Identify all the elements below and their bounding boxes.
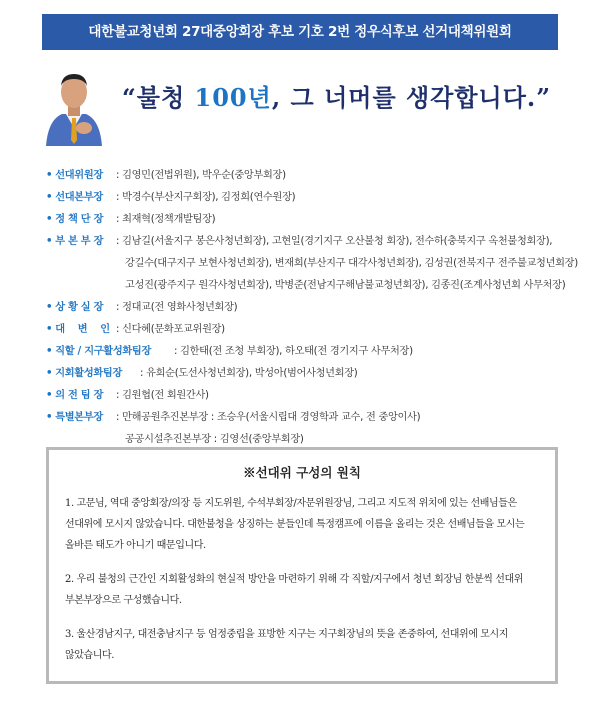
roster-label: • 대 변 인	[46, 319, 110, 341]
roster-label: • 선대위원장	[46, 165, 103, 187]
roster-value: 최재혁(정책개발팀장)	[122, 214, 216, 225]
candidate-portrait	[40, 62, 108, 146]
roster-value: 유희순(도선사청년회장), 박성아(범어사청년회장)	[146, 368, 358, 379]
slogan	[122, 78, 551, 113]
slogan-pre: “불청	[122, 83, 195, 112]
roster-value: 김원협(전 회원간사)	[122, 390, 209, 401]
roster-label: • 상 황 실 장	[46, 297, 103, 319]
slogan-highlight: 100년	[194, 83, 272, 112]
roster-label: • 직할 / 지구활성화팀장	[46, 341, 151, 363]
principles-box	[46, 447, 558, 684]
roster-row: • 지회활성화팀장 : 유희순(도선사청년회장), 박성아(범어사청년회장)	[46, 363, 586, 385]
roster-value: 고성진(광주지구 원각사청년회장), 박병준(전남지구해남불교청년회장), 김종진(조계사청년회 사무처장)	[125, 280, 566, 291]
principle-item: 2. 우리 불청의 근간인 지회활성화의 현실적 방안을 마련하기 위해 각 직할/지구에서 청년 회장님 한분씩 선대위 부본부장으로 구성했습니다.	[65, 574, 524, 606]
roster-row: • 선대본부장 : 박경수(부산지구회장), 김정희(연수원장)	[46, 187, 586, 209]
roster-row: • 특별본부장 : 만해공원추진본부장 : 조승우(서울시립대 경영학과 교수, 전 중앙이사) 공공시설추진본부장 : 김영선(중앙부회장)	[46, 407, 586, 451]
roster-row: • 대 변 인 : 신다혜(문화포교위원장)	[46, 319, 586, 341]
roster-label: • 특별본부장	[46, 407, 103, 429]
roster-label: • 지회활성화팀장	[46, 363, 122, 385]
roster-row: • 의 전 팀 장 : 김원협(전 회원간사)	[46, 385, 586, 407]
roster-label: • 정 책 단 장	[46, 209, 103, 231]
roster-value: 김영민(전법위원), 박우순(중앙부회장)	[122, 170, 286, 181]
roster-row: • 선대위원장 : 김영민(전법위원), 박우순(중앙부회장)	[46, 165, 586, 187]
roster-value: 신다혜(문화포교위원장)	[122, 324, 225, 335]
roster-value: 김한태(전 조청 부회장), 하오태(전 경기지구 사무처장)	[180, 346, 413, 357]
header-banner: 대한불교청년회 27대중앙회장 후보 기호 2번 정우식후보 선거대책위원회	[42, 14, 558, 50]
roster-value: 박경수(부산지구회장), 김정희(연수원장)	[122, 192, 296, 203]
committee-roster	[46, 165, 586, 451]
principle-item: 3. 울산경남지구, 대전충남지구 등 엄정중립을 표방한 지구는 지구회장님의 뜻을 존중하여, 선대위에 모시지 않았습니다.	[65, 629, 509, 661]
principles-title: ※선대위 구성의 원칙	[243, 465, 361, 480]
roster-row: • 상 황 실 장 : 정대교(전 영화사청년회장)	[46, 297, 586, 319]
roster-label: • 부 본 부 장	[46, 231, 103, 253]
roster-value: 만해공원추진본부장 : 조승우(서울시립대 경영학과 교수, 전 중앙이사)	[122, 412, 421, 423]
principles-list	[49, 493, 555, 666]
roster-value: 공공시설추진본부장 : 김영선(중앙부회장)	[125, 434, 304, 445]
principle-item: 1. 고문님, 역대 중앙회장/의장 등 지도위원, 수석부회장/자문위원장님, 그리고 지도적 위치에 있는 선배님들은 선대위에 모시지 않았습니다. 대한불청을 상징하는 분들인데 특정캠프에 이름을 올리는 것은 선배님들을 모시는 올바른 태도가 아니기 때문입니다.	[65, 498, 525, 551]
roster-label: • 의 전 팀 장	[46, 385, 103, 407]
roster-row: • 부 본 부 장 : 김남길(서울지구 봉은사청년회장), 고현일(경기지구 오산불청 회장), 전수하(충북지구 옥천불청회장), 강길수(대구지구 보현사청년회장), 변재희(부산지구 대각사청년회장), 김성권(전북지구 전주불교청년회장) 고성진(광주지구 원각사청년회장), 박병준(전남지구해남불교청년회장), 김종진(조계사청년회 사무처장)	[46, 231, 586, 297]
roster-label: • 선대본부장	[46, 187, 103, 209]
roster-value: 정대교(전 영화사청년회장)	[122, 302, 238, 313]
roster-value: 강길수(대구지구 보현사청년회장), 변재희(부산지구 대각사청년회장), 김성권(전북지구 전주불교청년회장)	[125, 258, 578, 269]
roster-row: • 정 책 단 장 : 최재혁(정책개발팀장)	[46, 209, 586, 231]
roster-value: 김남길(서울지구 봉은사청년회장), 고현일(경기지구 오산불청 회장), 전수하(충북지구 옥천불청회장),	[122, 236, 553, 247]
roster-row: • 직할 / 지구활성화팀장 : 김한태(전 조청 부회장), 하오태(전 경기지구 사무처장)	[46, 341, 586, 363]
slogan-post: , 그 너머를 생각합니다.”	[271, 83, 552, 112]
